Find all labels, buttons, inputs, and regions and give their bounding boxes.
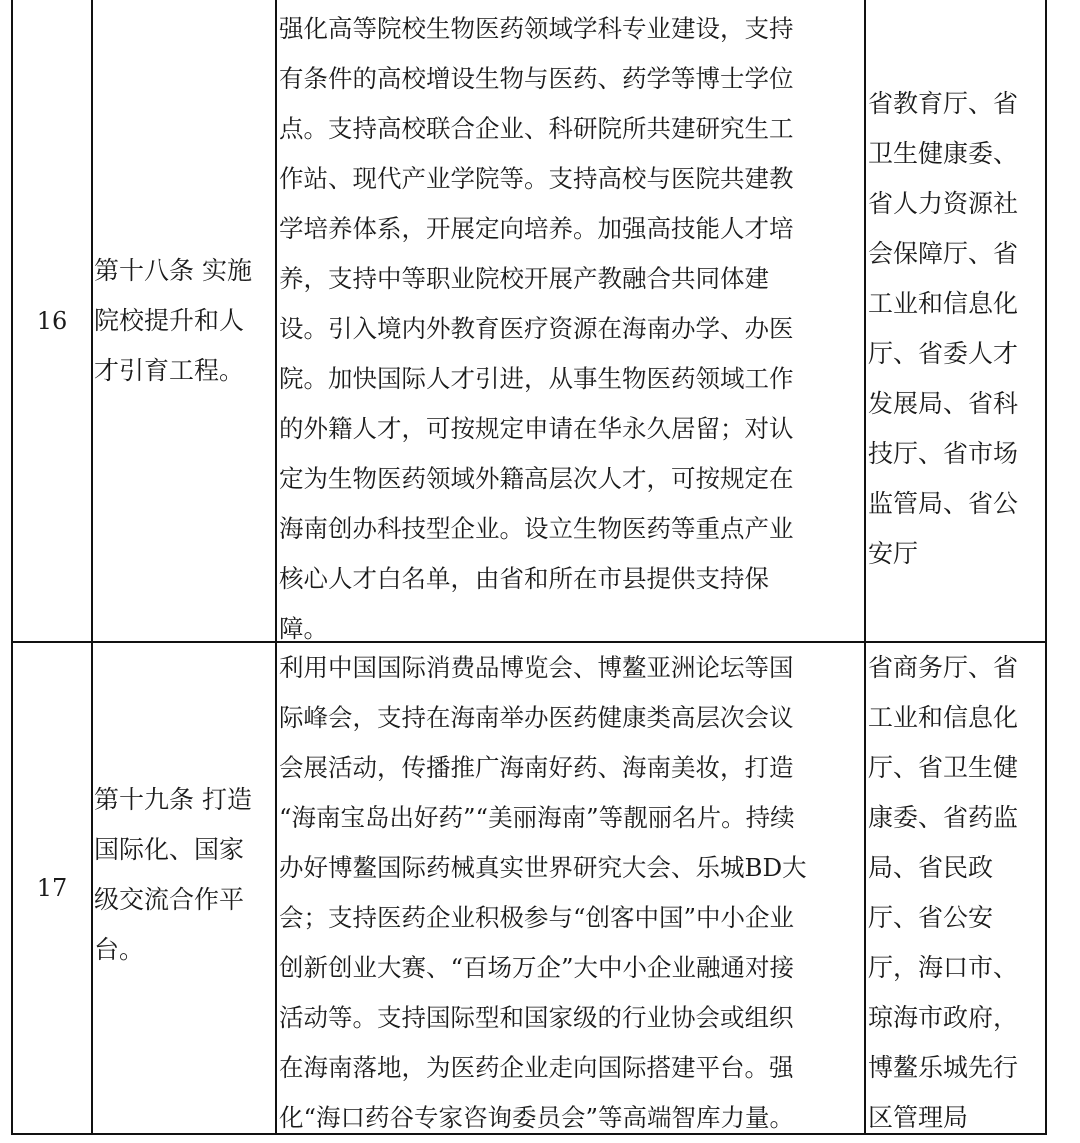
content-line: 会；支持医药企业积极参与“创客中国”中小企业 [279,903,795,932]
department-line: 厅、省委人才 [868,339,1019,368]
content-line: 作站、现代产业学院等。支持高校与医院共建教 [279,164,794,193]
content-line: 强化高等院校生物医药领域学科专业建设，支持 [279,14,794,43]
department-line: 局、省民政 [868,853,994,882]
content-line: 化“海口药谷专家咨询委员会”等高端智库力量。 [279,1103,795,1132]
department-line: 厅、省公安 [868,903,994,932]
department-line: 工业和信息化 [868,703,1019,732]
content-line: 会展活动，传播推广海南好药、海南美妆，打造 [279,753,794,782]
content-line: 在海南落地，为医药企业走向国际搭建平台。强 [279,1053,794,1082]
article-title-line: 才引育工程。 [94,356,245,385]
article-title-line: 第十九条 打造 [94,785,252,814]
department-line: 省人力资源社 [868,189,1019,218]
policy-content-cell [279,4,863,654]
article-title-cell [94,246,274,396]
article-title-line: 台。 [94,935,145,964]
content-line: “海南宝岛出好药”“美丽海南”等靓丽名片。持续 [279,803,795,832]
content-line: 学培养体系，开展定向培养。加强高技能人才培 [279,214,794,243]
column-divider-3 [864,0,866,1135]
content-line: 点。支持高校联合企业、科研院所共建研究生工 [279,114,794,143]
content-line: 创新创业大赛、“百场万企”大中小企业融通对接 [279,953,795,982]
row-number: 16 [36,306,68,335]
article-title-cell [94,775,274,975]
department-line: 卫生健康委、 [868,139,1019,168]
department-line: 康委、省药监 [868,803,1019,832]
content-line: 定为生物医药领域外籍高层次人才，可按规定在 [279,464,794,493]
content-line: 办好博鳌国际药械真实世界研究大会、乐城BD大 [279,853,807,882]
content-line: 利用中国国际消费品博览会、博鳌亚洲论坛等国 [279,653,794,682]
department-line: 监管局、省公 [868,489,1019,518]
row-number-cell [13,0,91,641]
article-title-line: 第十八条 实施 [94,256,252,285]
table-border-right [1045,0,1047,1135]
content-line: 活动等。支持国际型和国家级的行业协会或组织 [279,1003,794,1032]
department-line: 安厅 [868,539,919,568]
column-divider-1 [91,0,93,1135]
column-divider-2 [275,0,277,1135]
content-line: 的外籍人才，可按规定申请在华永久居留；对认 [279,414,794,443]
article-title-line: 国际化、国家 [94,835,245,864]
article-title-line: 院校提升和人 [94,306,245,335]
department-line: 厅、省卫生健 [868,753,1019,782]
content-line: 际峰会，支持在海南举办医药健康类高层次会议 [279,703,794,732]
content-line: 障。 [279,614,328,643]
content-line: 核心人才白名单，由省和所在市县提供支持保 [279,564,769,593]
department-line: 会保障厅、省 [868,239,1019,268]
department-line: 发展局、省科 [868,389,1019,418]
content-line: 院。加快国际人才引进，从事生物医药领域工作 [279,364,794,393]
department-line: 区管理局 [868,1103,969,1132]
department-line: 省商务厅、省 [868,653,1019,682]
article-title-line: 级交流合作平 [94,885,245,914]
row-number-cell [13,643,91,1133]
department-line: 工业和信息化 [868,289,1019,318]
row-number: 17 [36,874,68,902]
department-line: 省教育厅、省 [868,89,1019,118]
department-line: 琼海市政府， [868,1003,1019,1032]
content-line: 海南创办科技型企业。设立生物医药等重点产业 [279,514,794,543]
responsible-departments-cell [868,643,1044,1143]
department-line: 技厅、省市场 [868,439,1019,468]
content-line: 设。引入境内外教育医疗资源在海南办学、办医 [279,314,794,343]
department-line: 厅，海口市、 [868,953,1019,982]
department-line: 博鳌乐城先行 [868,1053,1019,1082]
content-line: 有条件的高校增设生物与医药、药学等博士学位 [279,64,794,93]
content-line: 养，支持中等职业院校开展产教融合共同体建 [279,264,769,293]
policy-content-cell [279,643,863,1143]
responsible-departments-cell [868,79,1044,579]
